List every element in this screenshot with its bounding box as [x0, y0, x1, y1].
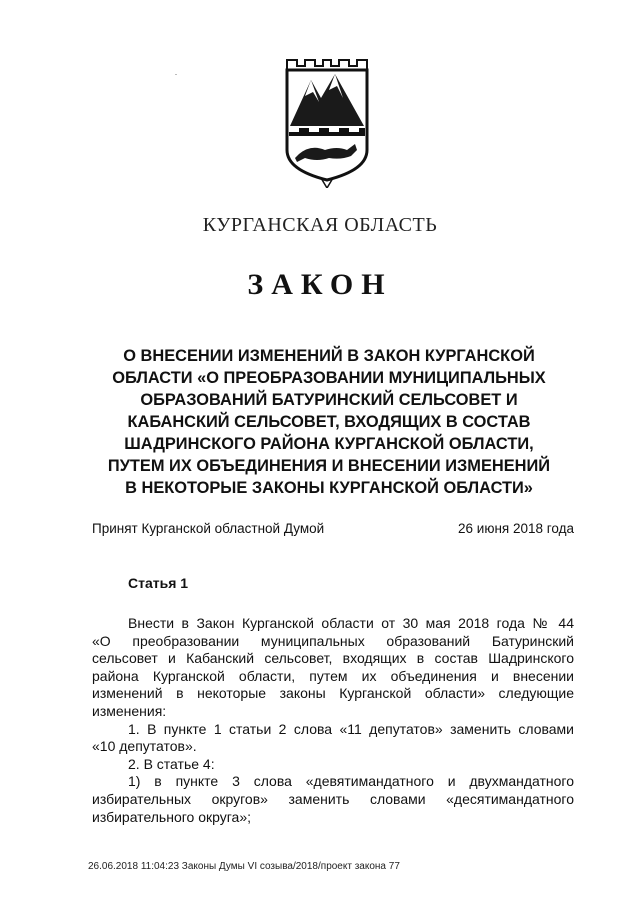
body-line: сельсовет и Кабанский сельсовет, входящих в состав Шадринского: [92, 650, 574, 667]
body-line: избирательных округов» заменить словами «десятимандатного: [92, 790, 574, 807]
article-body: [92, 615, 574, 826]
coat-of-arms-icon: [281, 58, 373, 188]
body-line: Внести в Закон Курганской области от 30 мая 2018 года № 44: [128, 615, 574, 631]
law-title-line: ОБРАЗОВАНИЙ БАТУРИНСКИЙ СЕЛЬСОВЕТ И: [140, 391, 518, 409]
adoption-date: 26 июня 2018 года: [458, 521, 574, 536]
law-title-line: В НЕКОТОРЫЕ ЗАКОНЫ КУРГАНСКОЙ ОБЛАСТИ»: [125, 479, 533, 497]
adopted-by: Принят Курганской областной Думой: [92, 521, 325, 536]
body-line: 1) в пункте 3 слова «девятимандатного и двухмандатного: [128, 773, 574, 790]
body-line: «10 депутатов».: [92, 738, 197, 755]
region-heading: КУРГАНСКАЯ ОБЛАСТЬ: [202, 214, 438, 236]
law-title-line: КАБАНСКИЙ СЕЛЬСОВЕТ, ВХОДЯЩИХ В СОСТАВ: [127, 413, 531, 431]
body-line: «О преобразовании муниципальных образований Батуринский: [92, 632, 574, 649]
document-type-heading: ЗАКОН: [247, 268, 393, 301]
scan-speck: [175, 74, 177, 75]
body-line: избирательного округа»;: [92, 808, 252, 825]
law-title-line: ПУТЕМ ИХ ОБЪЕДИНЕНИЯ И ВНЕСЕНИИ ИЗМЕНЕНИЙ: [107, 457, 551, 475]
document-footer: 26.06.2018 11:04:23 Законы Думы VI созыва/2018/проект закона 77: [88, 861, 400, 872]
body-line: 1. В пункте 1 статьи 2 слова «11 депутатов» заменить словами: [128, 720, 574, 737]
body-line: 2. В статье 4:: [128, 755, 215, 772]
law-title-line: ШАДРИНСКОГО РАЙОНА КУРГАНСКОЙ ОБЛАСТИ,: [124, 435, 534, 453]
law-title-line: ОБЛАСТИ «О ПРЕОБРАЗОВАНИИ МУНИЦИПАЛЬНЫХ: [112, 369, 546, 387]
article-heading: Статья 1: [128, 575, 189, 591]
law-title-line: О ВНЕСЕНИИ ИЗМЕНЕНИЙ В ЗАКОН КУРГАНСКОЙ: [123, 347, 535, 365]
adoption-line: [92, 521, 574, 536]
body-line: района Курганской области, путем их объединения и внесении: [92, 667, 574, 684]
body-line: изменений в некоторые законы Курганской области» следующие: [92, 685, 574, 702]
body-line: изменения:: [92, 702, 167, 719]
law-title: [80, 345, 578, 499]
